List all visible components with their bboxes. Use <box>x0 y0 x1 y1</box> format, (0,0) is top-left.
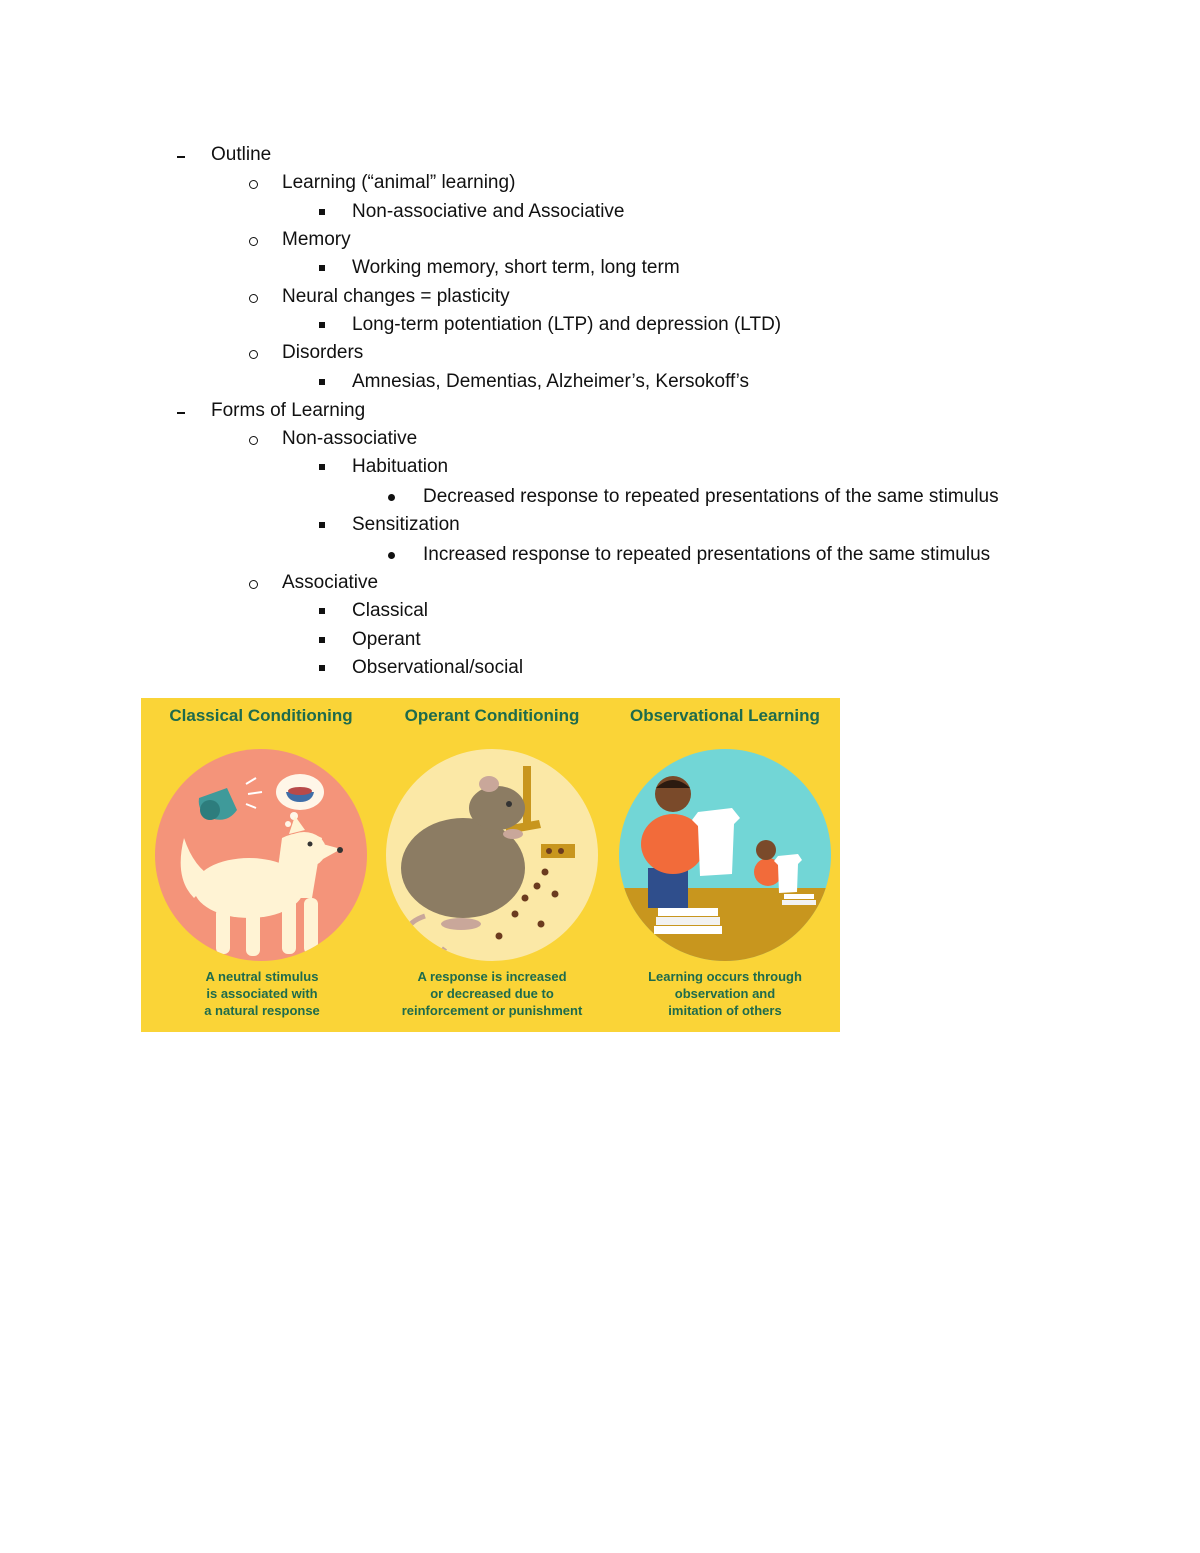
classical-dog-illustration <box>154 748 368 962</box>
outline-sub-learning: Non-associative and Associative <box>352 201 625 222</box>
associative-item-classical: Classical <box>352 600 429 621</box>
associative-item-operant: Operant <box>352 629 421 650</box>
outline-sub-memory: Working memory, short term, long term <box>352 257 680 278</box>
habituation-label: Habituation <box>352 456 449 477</box>
associative-label: Associative <box>282 572 379 593</box>
bullet-circle-icon <box>249 436 258 445</box>
non-associative-label: Non-associative <box>282 428 418 449</box>
bullet-square-icon <box>319 322 325 328</box>
bullet-circle-icon <box>249 180 258 189</box>
bullet-dot-icon <box>388 552 395 559</box>
bullet-square-icon <box>319 637 325 643</box>
associative-item-observational: Observational/social <box>352 657 524 678</box>
outline-item-learning: Learning (“animal” learning) <box>282 172 516 193</box>
bullet-dash-icon <box>177 412 185 414</box>
bullet-circle-icon <box>249 294 258 303</box>
outline-sub-plasticity: Long-term potentiation (LTP) and depression (LTD) <box>352 314 782 335</box>
bullet-square-icon <box>319 209 325 215</box>
outline-item-plasticity: Neural changes = plasticity <box>282 286 510 307</box>
bullet-square-icon <box>319 522 325 528</box>
sensitization-detail: Increased response to repeated presentations of the same stimulus <box>423 544 991 565</box>
bullet-square-icon <box>319 608 325 614</box>
panel-title-observational: Observational Learning <box>630 706 820 725</box>
bullet-square-icon <box>319 665 325 671</box>
bullet-circle-icon <box>249 350 258 359</box>
sensitization-label: Sensitization <box>352 514 460 535</box>
bullet-dash-icon <box>177 156 185 158</box>
panel-caption-operant: A response is increased or decreased due to reinforcement or punishment <box>401 969 583 1018</box>
bullet-square-icon <box>319 265 325 271</box>
bullet-circle-icon <box>249 237 258 246</box>
bullet-square-icon <box>319 379 325 385</box>
panel-title-operant: Operant Conditioning <box>404 706 580 725</box>
panel-title-classical: Classical Conditioning <box>169 706 353 725</box>
operant-rat-illustration <box>385 748 599 962</box>
outline-item-disorders: Disorders <box>282 342 364 363</box>
observational-people-illustration <box>618 748 832 962</box>
outline-heading: Outline <box>211 144 272 165</box>
bullet-circle-icon <box>249 580 258 589</box>
outline-sub-disorders: Amnesias, Dementias, Alzheimer’s, Kersokoff’s <box>352 371 750 392</box>
learning-types-figure <box>141 698 840 1032</box>
bullet-dot-icon <box>388 494 395 501</box>
forms-heading: Forms of Learning <box>211 400 366 421</box>
panel-caption-observational: Learning occurs through observation and imitation of others <box>648 969 802 1018</box>
outline-item-memory: Memory <box>282 229 351 250</box>
panel-caption-classical: A neutral stimulus is associated with a natural response <box>204 969 320 1018</box>
bullet-square-icon <box>319 464 325 470</box>
habituation-detail: Decreased response to repeated presentations of the same stimulus <box>423 486 999 507</box>
